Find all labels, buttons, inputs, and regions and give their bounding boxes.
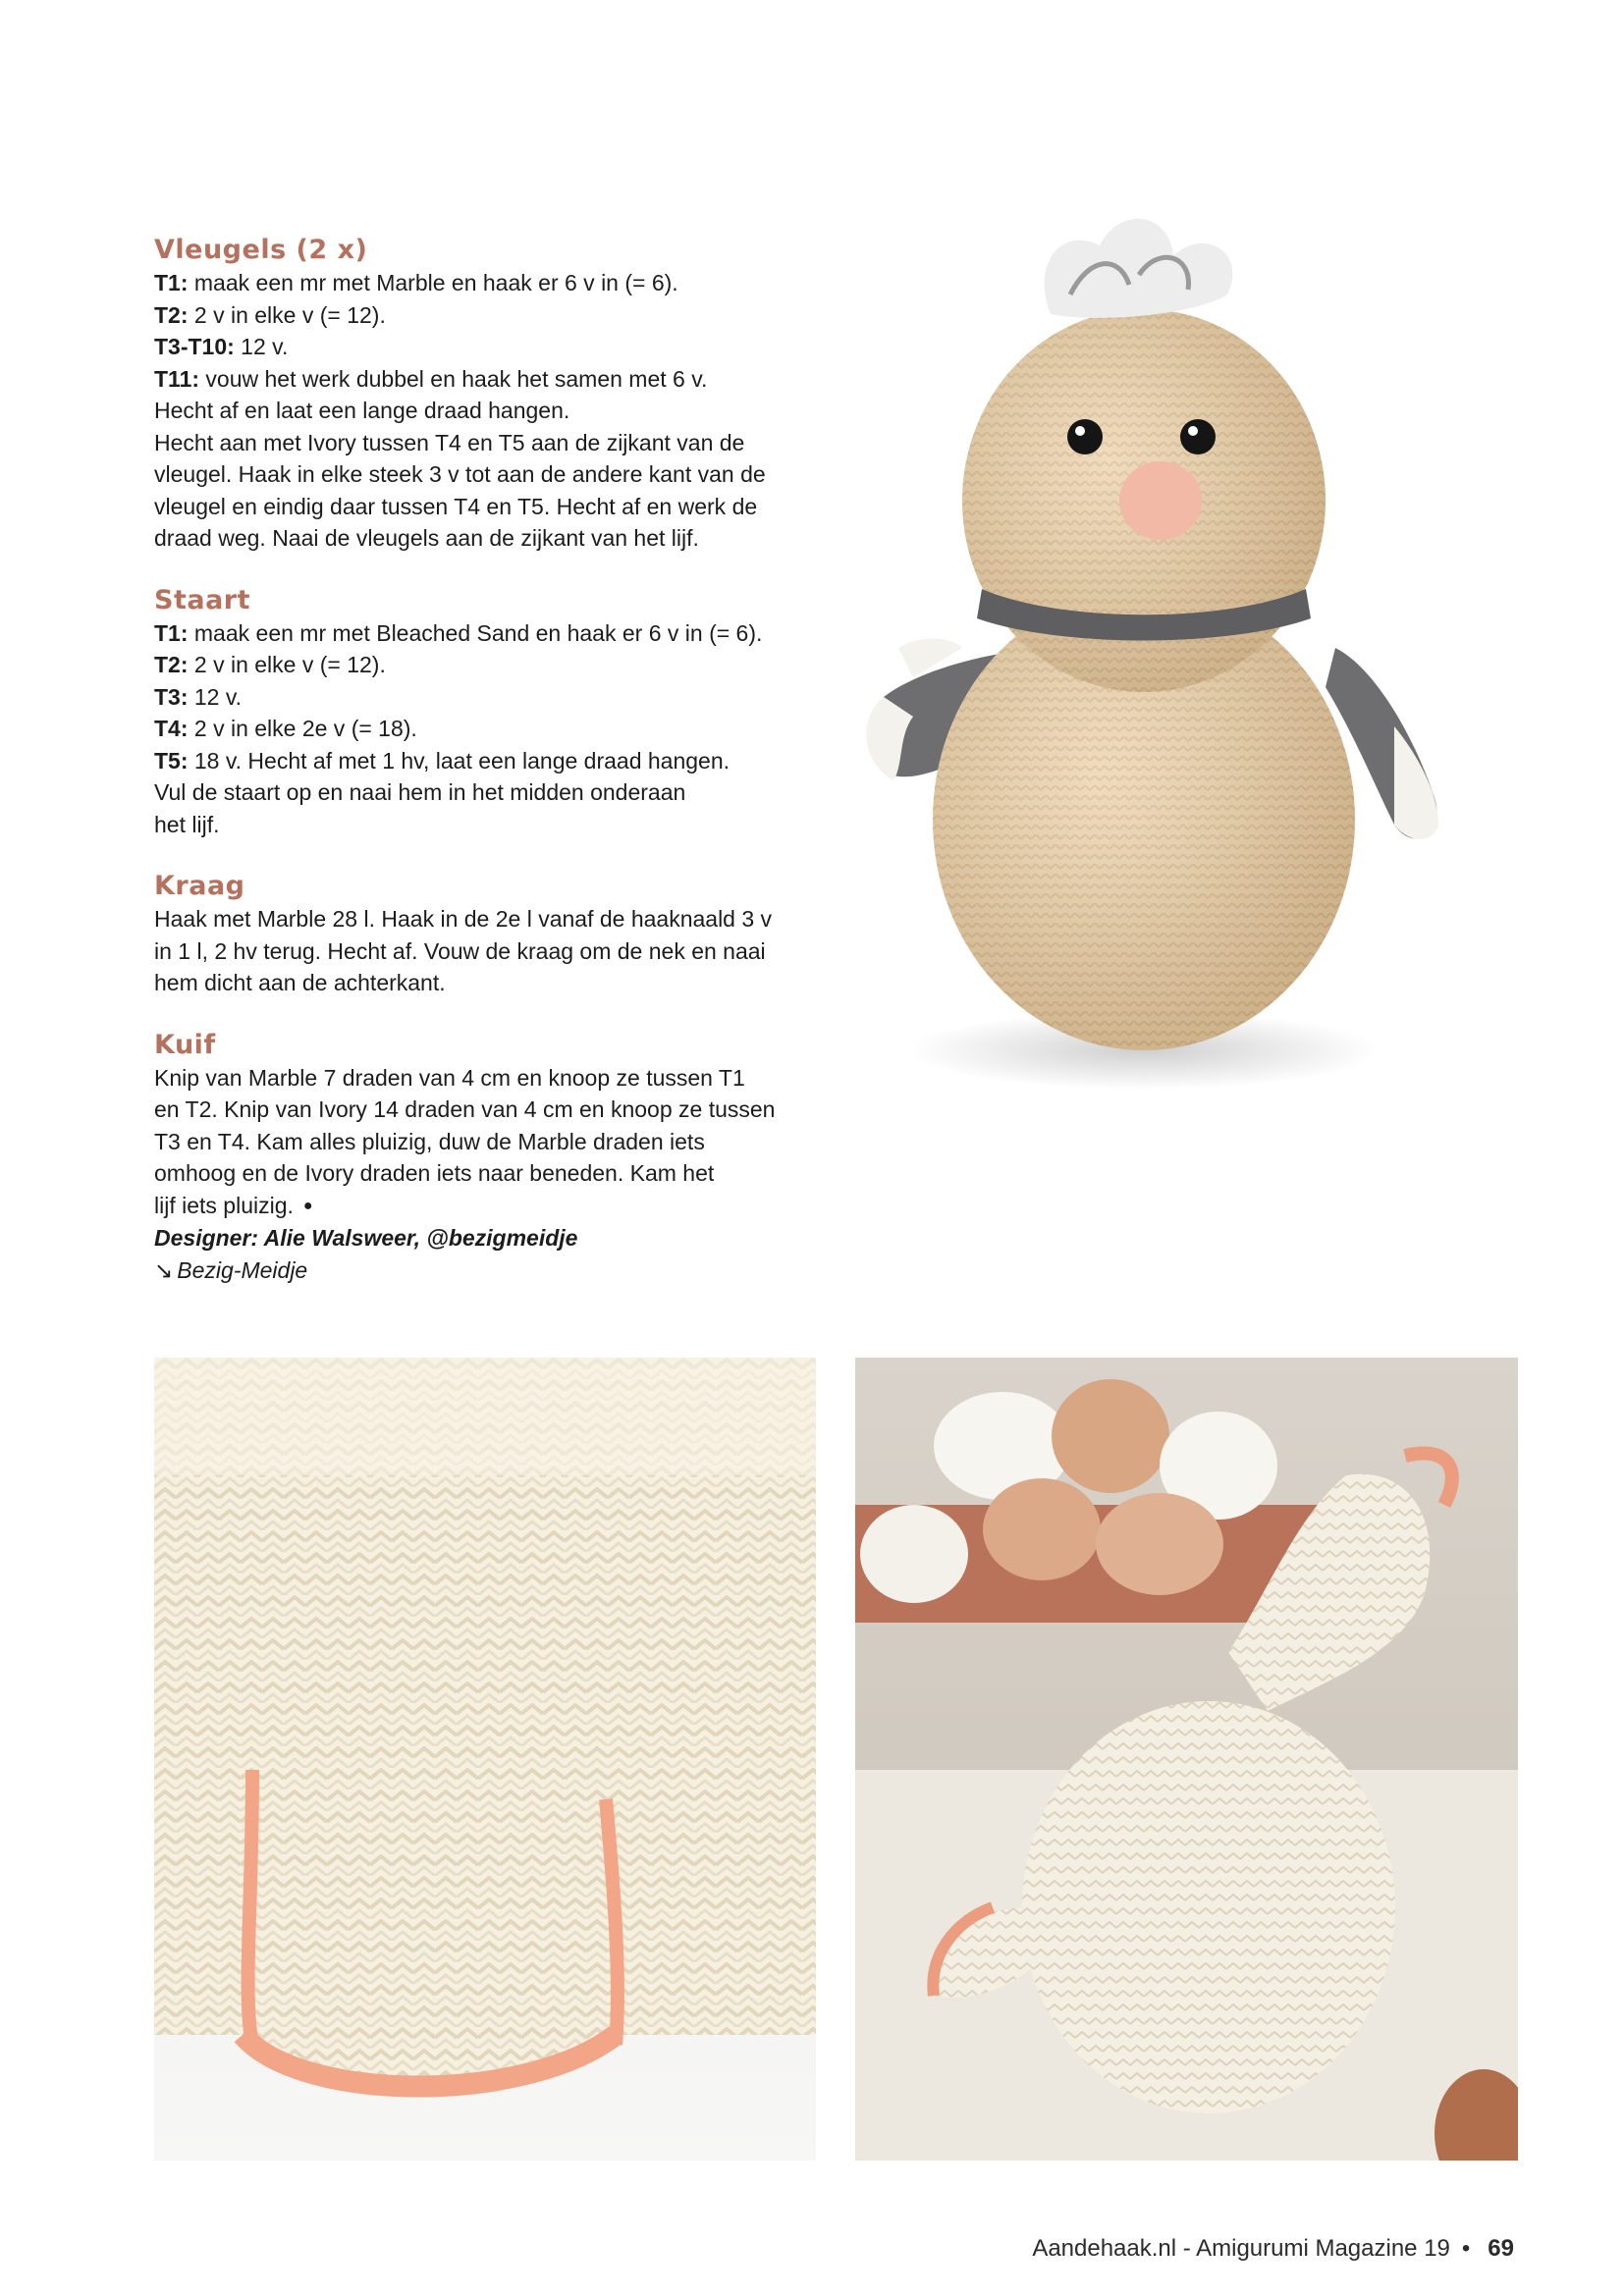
instruction-line xyxy=(154,427,841,459)
instruction-text: 2 v in elke v (= 12). xyxy=(188,301,386,328)
round-label: T11: xyxy=(154,365,200,392)
instruction-text: Hecht aan met Ivory tussen T4 en T5 aan de zijkant van de xyxy=(154,429,745,455)
round-label: T1: xyxy=(154,619,189,646)
instruction-text: vleugel en eindig daar tussen T4 en T5. Hecht af en werk de xyxy=(154,493,758,519)
instruction-text: Knip van Marble 7 draden van 4 cm en knoop ze tussen T1 xyxy=(154,1064,745,1091)
right-eye xyxy=(1180,419,1216,454)
instruction-line xyxy=(154,267,841,299)
instruction-text: vleugel. Haak in elke steek 3 v tot aan de andere kant van de xyxy=(154,461,766,487)
instruction-line xyxy=(154,1190,841,1223)
instruction-line xyxy=(154,967,841,999)
designer-credit: Designer: Alie Walsweer, @bezigmeidje xyxy=(154,1225,578,1251)
instruction-line xyxy=(154,299,841,332)
instruction-text: hem dicht aan de achterkant. xyxy=(154,970,446,995)
instruction-line xyxy=(154,1062,841,1095)
instruction-text: maak een mr met Marble en haak er 6 v in (= 6). xyxy=(188,270,678,295)
tuft xyxy=(1045,219,1233,318)
instruction-line xyxy=(154,1094,841,1126)
section-title: Kraag xyxy=(154,871,245,901)
section-staart xyxy=(154,584,841,841)
instruction-list xyxy=(154,617,841,841)
instruction-text: 2 v in elke 2e v (= 18). xyxy=(188,716,417,741)
round-label: T4: xyxy=(154,716,189,741)
instruction-line xyxy=(154,681,841,714)
instruction-list xyxy=(154,267,841,555)
round-label: T5: xyxy=(154,747,189,774)
instruction-text: in 1 l, 2 hv terug. Hecht af. Vouw de kraag om de nek en naai xyxy=(154,937,766,964)
instruction-line xyxy=(154,1126,841,1158)
instruction-line xyxy=(154,491,841,523)
section-kuif xyxy=(154,1029,841,1287)
text-column xyxy=(154,234,841,1286)
instruction-line xyxy=(154,713,841,745)
social-credit xyxy=(154,1255,841,1287)
instruction-text: T3 en T4. Kam alles pluizig, duw de Marble draden iets xyxy=(154,1128,705,1154)
instruction-line xyxy=(154,522,841,555)
left-eye xyxy=(1067,419,1103,454)
round-label: T2: xyxy=(154,301,189,328)
instruction-text: het lijf. xyxy=(154,811,220,837)
instruction-text: Vul de staart op en naai hem in het midden onderaan xyxy=(154,779,686,805)
instruction-text: maak een mr met Bleached Sand en haak er 6 v in (= 6). xyxy=(188,619,763,646)
instruction-text: 18 v. Hecht af met 1 hv, laat een lange draad hangen. xyxy=(188,747,731,774)
footer-separator: • xyxy=(1461,2235,1471,2262)
beak xyxy=(1119,461,1202,540)
body xyxy=(1022,1701,1395,2113)
end-mark: ● xyxy=(302,1197,313,1214)
instruction-text: 12 v. xyxy=(234,334,289,359)
instruction-list xyxy=(154,1062,841,1223)
round-label: T3-T10: xyxy=(154,334,235,359)
instruction-text: en T2. Knip van Ivory 14 draden van 4 cm en knoop ze tussen xyxy=(154,1096,776,1122)
instruction-line xyxy=(154,745,841,777)
instruction-text: omhoog en de Ivory draden iets naar beneden. Kam het xyxy=(154,1160,715,1186)
instruction-line xyxy=(154,903,841,935)
instruction-list xyxy=(154,903,841,999)
instruction-line xyxy=(154,458,841,491)
instruction-line xyxy=(154,617,841,650)
amigurumi-bird-photo xyxy=(805,187,1571,1099)
round-label: T3: xyxy=(154,683,189,710)
section-title: Vleugels (2 x) xyxy=(154,235,368,265)
swallow-icon: ↘ xyxy=(154,1256,174,1283)
section-kraag xyxy=(154,870,841,999)
instruction-text: Haak met Marble 28 l. Haak in de 2e l vanaf de haaknaald 3 v xyxy=(154,906,773,932)
instruction-text: 2 v in elke v (= 12). xyxy=(188,652,386,677)
instruction-line xyxy=(154,776,841,809)
instruction-line xyxy=(154,649,841,681)
section-vleugels xyxy=(154,234,841,555)
instruction-line xyxy=(154,395,841,427)
instruction-line xyxy=(154,935,841,968)
instruction-line xyxy=(154,363,841,396)
instruction-text: Hecht af en laat een lange draad hangen. xyxy=(154,398,570,423)
round-label: T1: xyxy=(154,270,189,295)
instruction-line xyxy=(154,1157,841,1190)
page-footer xyxy=(1032,2235,1514,2263)
instruction-line xyxy=(154,331,841,363)
instruction-text: draad weg. Naai de vleugels aan de zijkant van het lijf. xyxy=(154,525,699,551)
bird-with-eggs-photo xyxy=(855,1358,1518,2161)
section-title: Staart xyxy=(154,584,251,615)
round-label: T2: xyxy=(154,652,189,677)
page-number: 69 xyxy=(1488,2235,1514,2262)
instruction-text: lijf iets pluizig. xyxy=(154,1192,294,1218)
instruction-text: vouw het werk dubbel en haak het samen met 6 v. xyxy=(199,365,708,392)
section-title: Kuif xyxy=(154,1029,216,1060)
instruction-text: 12 v. xyxy=(188,683,243,710)
social-handle: Bezig-Meidje xyxy=(177,1256,308,1283)
foot-closeup-photo xyxy=(154,1358,816,2161)
instruction-line xyxy=(154,809,841,841)
footer-text: Aandehaak.nl - Amigurumi Magazine 19 xyxy=(1032,2235,1450,2262)
